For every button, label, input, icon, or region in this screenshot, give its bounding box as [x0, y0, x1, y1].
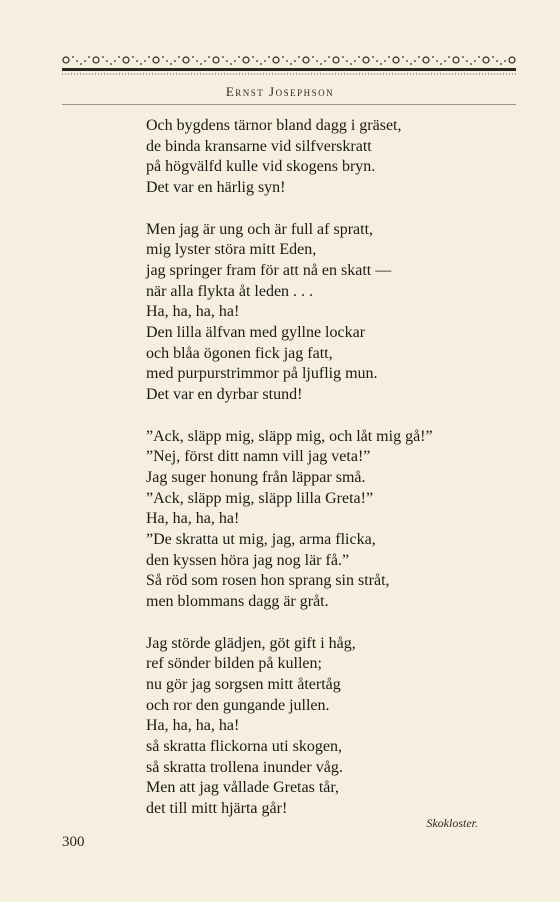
poem-line: den kyssen höra jag nog lär få.”: [146, 551, 350, 569]
poem-line: Och bygdens tärnor bland dagg i gräset,: [146, 117, 402, 134]
poem-line: Men att jag vållade Gretas tår,: [146, 779, 340, 797]
poem-line: när alla flykta åt leden . . .: [146, 282, 314, 300]
poem-line: på högvälfd kulle vid skogens bryn.: [146, 158, 376, 176]
poem-line: Det var en härlig syn!: [146, 179, 286, 197]
decorative-ornament-band: [62, 52, 516, 80]
poem-line: Ha, ha, ha, ha!: [146, 717, 240, 735]
stanza-gap: [146, 406, 506, 427]
poem-line: Så röd som rosen hon sprang sin stråt,: [146, 572, 390, 590]
stanza: [146, 427, 506, 613]
poem-line: och blåa ögonen fick jag fatt,: [146, 344, 333, 362]
poem-line: Den lilla älfvan med gyllne lockar: [146, 324, 366, 342]
poem-line: och ror den gungande jullen.: [146, 696, 330, 714]
poem-line: men blommans dagg är gråt.: [146, 593, 329, 611]
poem-line: Ha, ha, ha, ha!: [146, 510, 240, 528]
poem-line: Men jag är ung och är full af spratt,: [146, 220, 374, 238]
poem-line: ”Ack, släpp mig, släpp lilla Greta!”: [146, 489, 374, 507]
page-number: 300: [62, 834, 85, 850]
stanza: [146, 220, 506, 406]
poem-line: med purpurstrimmor på ljuflig mun.: [146, 365, 378, 383]
stanza-gap: [146, 199, 506, 220]
poem-line: jag springer fram för att nå en skatt —: [146, 261, 392, 279]
poem-body: [146, 116, 506, 820]
poem-line: ”Nej, först ditt namn vill jag veta!”: [146, 448, 371, 466]
poem-line: Jag suger honung från läppar små.: [146, 468, 366, 486]
stanza: [146, 116, 506, 199]
running-head: Ernst Josephson: [225, 84, 335, 99]
poem-line: så skratta flickorna uti skogen,: [146, 738, 342, 756]
poem-line: det till mitt hjärta går!: [146, 800, 288, 818]
poem-line: så skratta trollena inunder våg.: [146, 758, 343, 776]
poem-line: mig lyster störa mitt Eden,: [146, 241, 317, 259]
poem-line: nu gör jag sorgsen mitt återtåg: [146, 675, 341, 693]
poem-line: Ha, ha, ha, ha!: [146, 303, 240, 321]
poem-line: Det var en dyrbar stund!: [146, 386, 303, 404]
poem-line: ref sönder bilden på kullen;: [146, 655, 322, 673]
stanza: [146, 634, 506, 820]
place-signature: Skokloster.: [426, 816, 478, 830]
poem-line: ”De skratta ut mig, jag, arma flicka,: [146, 531, 376, 549]
poem-line: Jag störde glädjen, göt gift i håg,: [146, 634, 356, 652]
stanza-gap: [146, 613, 506, 634]
poem-line: de binda kransarne vid silfverskratt: [146, 137, 372, 155]
poem-line: ”Ack, släpp mig, släpp mig, och låt mig gå!”: [146, 427, 433, 445]
header-rule: [62, 104, 516, 105]
